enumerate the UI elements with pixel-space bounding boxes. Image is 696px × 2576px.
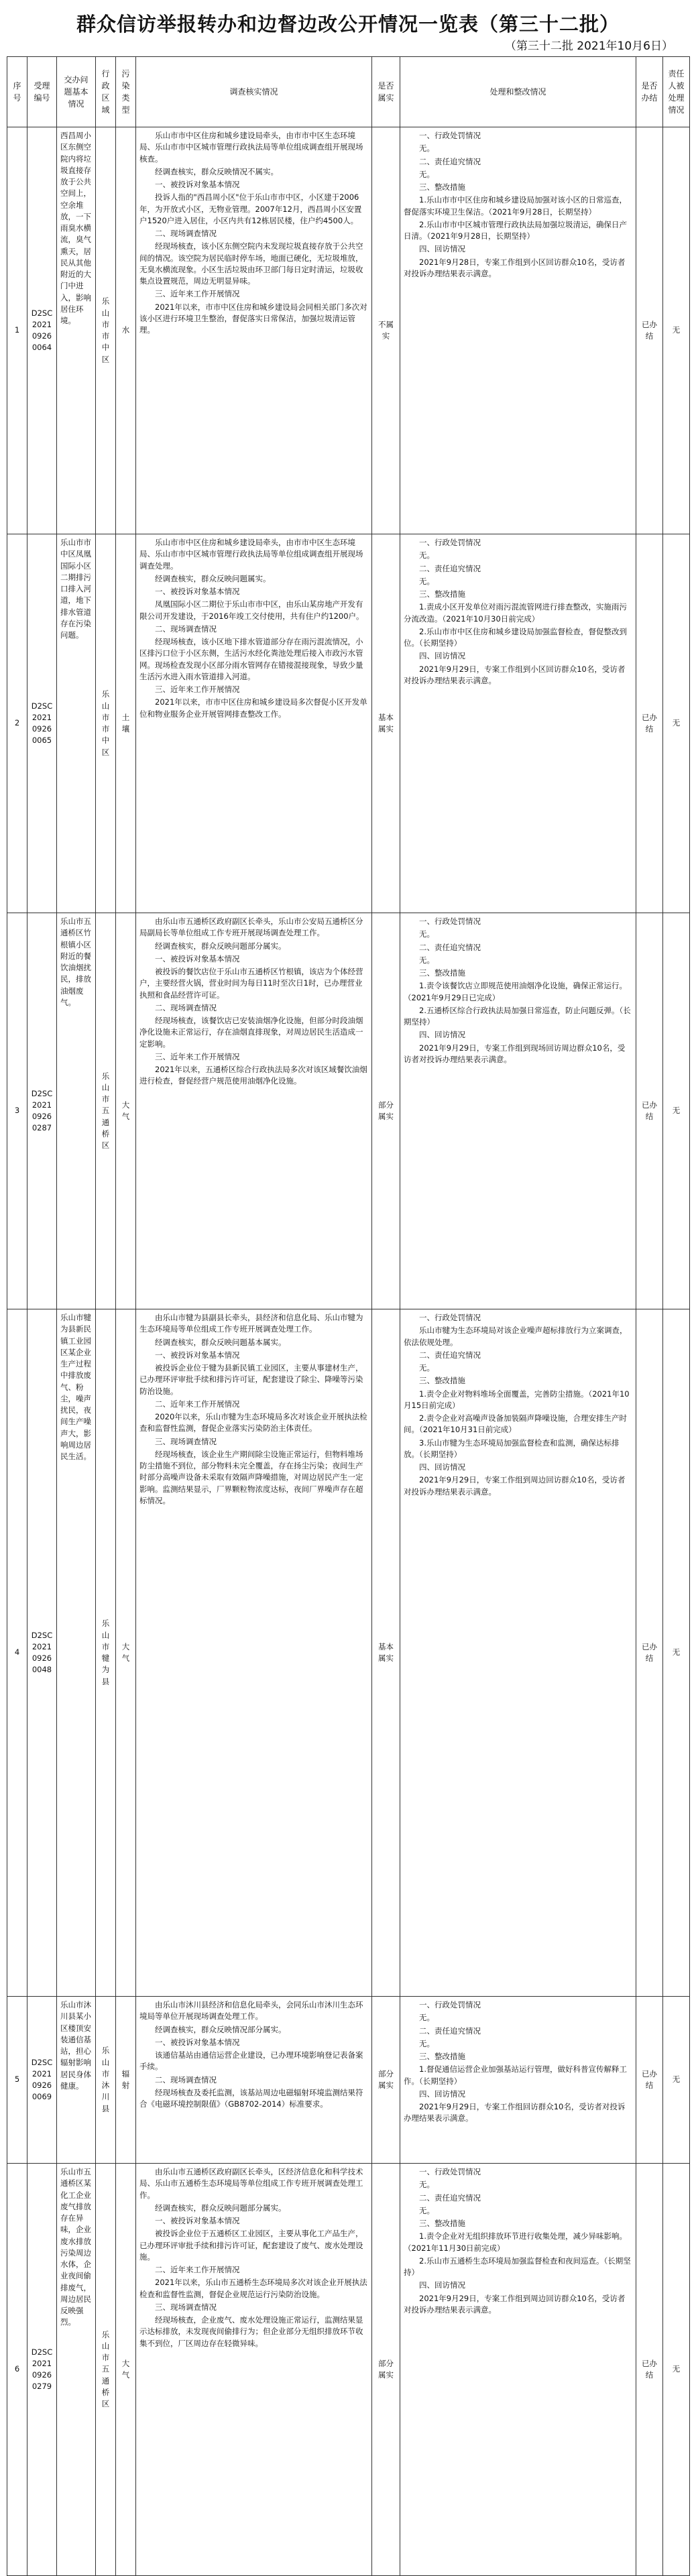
paragraph: 经现场核查，该企业生产期间除尘设施正常运行，但物料堆场防尘措施不到位，部分物料未完全覆盖，存在扬尘污染；夜间生产时部分高噪声设备未采取有效隔声降噪措施，对周边居民产生一定影响。监测结果显示，厂界颗粒物浓度达标，夜间厂界噪声存在超标情况。	[139, 1449, 363, 1505]
paragraph: 三、现场调查情况	[155, 2302, 217, 2312]
paragraph: 一、行政处罚情况	[419, 2000, 481, 2009]
paragraph: 无。	[419, 1363, 434, 1372]
row-number: 1	[7, 127, 27, 534]
paragraph: 2021年9月29日，专案工作组到小区回访群众10名，受访者对投诉办理结果表示满意。	[404, 664, 626, 685]
paragraph: 经调查核实，群众反映问题属实。	[155, 573, 271, 583]
case-id: D2SC202109260279	[27, 2164, 57, 2576]
pollution-type: 大气	[116, 1309, 136, 1997]
paragraph: 一、被投诉对象基本情况	[155, 180, 240, 189]
row-number: 6	[7, 2164, 27, 2576]
table-row	[7, 913, 690, 1309]
accountability: 无	[663, 1309, 690, 1997]
table-row	[7, 2164, 690, 2576]
paragraph: 二、责任追究情况	[419, 156, 481, 166]
paragraph: 2021年以来，乐山市五通桥生态环境局多次对该企业开展执法检查和监督性监测，督促企业规范运行污染防治设施。	[139, 2278, 367, 2299]
paragraph: 四、回访情况	[419, 1030, 465, 1040]
paragraph: 三、近年来工作开展情况	[155, 685, 240, 694]
paragraph: 2021年9月29日，专案工作组到现场回访周边群众10名，受访者对投诉办理结果表示满意。	[404, 1043, 626, 1064]
completion-status: 已办结	[636, 913, 663, 1309]
paragraph: 由乐山市犍为县副县长牵头，县经济和信息化局、乐山市犍为生态环境局等单位组成工作专班开展调查处理工作。	[139, 1313, 363, 1334]
paragraph: 2021年以来，市市中区住房和城乡建设局多次督促小区开发单位和物业服务企业开展管网排查整改工作。	[139, 697, 367, 719]
issue-description: 乐山市五通桥区某化工企业废气排放存在异味，企业废水排放污染周边水体，企业夜间偷排废气，周边居民反映强烈。	[57, 2164, 96, 2576]
paragraph: 二、现场调查情况	[155, 624, 217, 634]
paragraph: 1.责令企业对物料堆场全面覆盖，完善防尘措施。（2021年10月15日前完成）	[404, 1389, 630, 1410]
paragraph: 一、被投诉对象基本情况	[155, 953, 240, 963]
paragraph: 二、责任追究情况	[419, 942, 481, 952]
paragraph: 经现场核查，该餐饮店已安装油烟净化设施，但部分时段油烟净化设施未正常运行，存在油烟直排现象，对周边居民生活造成一定影响。	[139, 1016, 363, 1049]
header-cell: 处理和整改情况	[400, 57, 636, 127]
paragraph: 该通信基站由通信运营企业建设，已办理环境影响登记表备案手续。	[139, 2050, 363, 2072]
paragraph: 一、行政处罚情况	[419, 2167, 481, 2176]
paragraph: 经调查核实，群众反映情况不属实。	[155, 166, 278, 176]
paragraph: 无。	[419, 955, 434, 965]
paragraph: 2.乐山市市中区住房和城乡建设局加强监督检查，督促整改到位。（长期坚持）	[404, 626, 627, 648]
paragraph: 二、责任追究情况	[419, 2026, 481, 2036]
accountability: 无	[663, 127, 690, 534]
district: 乐山市市中区	[96, 127, 116, 534]
table-row	[7, 534, 690, 913]
paragraph: 被投诉企业位于犍为县新民镇工业园区，主要从事建材生产，已办理环评审批手续和排污许可证，配套建设了除尘、降噪等污染防治设施。	[139, 1363, 363, 1396]
paragraph: 2.乐山市五通桥生态环境局加强监督检查和夜间巡查。（长期坚持）	[404, 2256, 631, 2277]
district: 乐山市沐川县	[96, 1997, 116, 2164]
handling-details	[400, 2164, 636, 2576]
paragraph: 无。	[419, 550, 434, 561]
header-cell: 交办问题基本情况	[57, 57, 96, 127]
paragraph: 2021年以来，市市中区住房和城乡建设局会同相关部门多次对该小区进行环境卫生整治，督促落实日常保洁，加强垃圾清运管理。	[139, 302, 367, 335]
paragraph: 二、现场调查情况	[155, 1002, 217, 1012]
district: 乐山市市中区	[96, 534, 116, 913]
paragraph: 由乐山市五通桥区政府副区长牵头，乐山市公安局五通桥区分局副局长等单位组成工作专班开展现场调查处理工作。	[139, 917, 363, 938]
paragraph: 二、近年来工作开展情况	[155, 1399, 240, 1409]
verdict: 部分属实	[372, 913, 400, 1309]
paragraph: 无。	[419, 576, 434, 586]
page-subtitle: （第三十二批 2021年10月6日）	[504, 40, 673, 53]
paragraph: 无。	[419, 2013, 434, 2023]
paragraph: 无。	[419, 2038, 434, 2048]
header-cell: 污染类型	[116, 57, 136, 127]
paragraph: 凤凰国际小区二期位于乐山市市中区，由乐山某房地产开发有限公司开发建设，于2016年竣工交付使用，共有住户约1200户。	[139, 599, 364, 621]
paragraph: 1.乐山市市中区住房和城乡建设局加强对该小区的日常巡查，督促落实环境卫生保洁。（2021年9月28日，长期坚持）	[404, 195, 627, 217]
paragraph: 三、整改措施	[419, 589, 465, 599]
completion-status: 已办结	[636, 1309, 663, 1997]
paragraph: 2021年9月29日，专案工作组到周边回访群众10名，受访者对投诉办理结果表示满意。	[404, 2293, 626, 2315]
paragraph: 二、近年来工作开展情况	[155, 2265, 240, 2274]
paragraph: 一、行政处罚情况	[419, 1313, 481, 1322]
paragraph: 经现场核查，企业废气、废水处理设施正常运行，监测结果显示达标排放，未发现夜间偷排行为；但企业部分无组织排放环节收集不到位，厂区周边存在轻微异味。	[139, 2315, 363, 2348]
investigation-details	[136, 913, 372, 1309]
paragraph: 三、整改措施	[419, 968, 465, 978]
paragraph: 二、现场调查情况	[155, 2074, 217, 2085]
verdict: 部分属实	[372, 2164, 400, 2576]
header-cell: 调查核实情况	[136, 57, 372, 127]
handling-details	[400, 913, 636, 1309]
paragraph: 1.责成小区开发单位对雨污混流管网进行排查整改，实施雨污分流改造。（2021年10月30日前完成）	[404, 602, 627, 624]
paragraph: 2020年以来，乐山市犍为生态环境局多次对该企业开展执法检查和监督性监测，督促企业落实污染防治主体责任。	[139, 1412, 367, 1433]
accountability: 无	[663, 1997, 690, 2164]
investigation-details	[136, 2164, 372, 2576]
pollution-type: 辐射	[116, 1997, 136, 2164]
verdict: 部分属实	[372, 1997, 400, 2164]
pollution-type: 大气	[116, 2164, 136, 2576]
paragraph: 无。	[419, 929, 434, 939]
paragraph: 2021年以来，五通桥区综合行政执法局多次对该区域餐饮油烟进行检查，督促经营户规范使用油烟净化设施。	[139, 1065, 367, 1086]
paragraph: 三、近年来工作开展情况	[155, 1051, 240, 1061]
completion-status: 已办结	[636, 2164, 663, 2576]
paragraph: 3.乐山市犍为生态环境局加强监督检查和监测，确保达标排放。（长期坚持）	[404, 1438, 620, 1459]
paragraph: 经调查核实，群众反映问题部分属实。	[155, 941, 286, 951]
paragraph: 一、被投诉对象基本情况	[155, 587, 240, 596]
paragraph: 四、回访情况	[419, 2089, 465, 2099]
paragraph: 经现场核查，该小区地下排水管道部分存在雨污混流情况，小区排污口位于小区东侧，生活污水经化粪池处理后接入市政污水管网。现场检查发现小区部分雨水管网存在错接混接现象，导致少量生活污水进入雨水管道排入河道。	[139, 637, 363, 681]
paragraph: 经现场核查，该小区东侧空院内未发现垃圾直接存放于公共空间的情况。该空院为居民临时停车场，地面已硬化，无垃圾堆放，无臭水横流现象。小区生活垃圾由环卫部门每日定时清运，垃圾收集点设置规范，周边无明显异味。	[139, 241, 363, 286]
paragraph: 2.五通桥区综合行政执法局加强日常巡查，防止问题反弹。（长期坚持）	[404, 1005, 631, 1027]
paragraph: 无。	[419, 143, 434, 154]
paragraph: 1.督促通信运营企业加强基站运行管理，做好科普宣传解释工作。（长期坚持）	[404, 2064, 627, 2086]
header-cell: 责任人被处理情况	[663, 57, 690, 127]
case-id: D2SC202109260069	[27, 1997, 57, 2164]
page-title: 群众信访举报转办和边督边改公开情况一览表（第三十二批）	[76, 13, 620, 36]
handling-details	[400, 1309, 636, 1997]
accountability: 无	[663, 534, 690, 913]
row-number: 2	[7, 534, 27, 913]
paragraph: 2021年9月29日，专案工作组到周边回访群众10名，受访者对投诉办理结果表示满意。	[404, 1475, 626, 1497]
paragraph: 二、责任追究情况	[419, 2192, 481, 2203]
issue-description: 乐山市市中区凤凰国际小区二期排污口排入河道，地下排水管道存在污染问题。	[57, 534, 96, 913]
verdict: 基本属实	[372, 1309, 400, 1997]
paragraph: 被投诉企业位于五通桥区工业园区，主要从事化工产品生产，已办理环评审批手续和排污许可证，配套建设了废气、废水处理设施。	[139, 2229, 363, 2262]
paragraph: 乐山市市中区住房和城乡建设局牵头，由市市中区生态环境局、乐山市市中区城市管理行政执法局等单位组成调查组开展现场调查处理。	[139, 538, 363, 571]
paragraph: 乐山市市中区住房和城乡建设局牵头，由市市中区生态环境局、乐山市市中区城市管理行政执法局等单位组成调查组开展现场核查。	[139, 131, 363, 164]
paragraph: 一、行政处罚情况	[419, 538, 481, 547]
district: 乐山市犍为县	[96, 1309, 116, 1997]
paragraph: 三、近年来工作开展情况	[155, 289, 240, 299]
table-row	[7, 1997, 690, 2164]
pollution-type: 土壤	[116, 534, 136, 913]
paragraph: 1.责令该餐饮店立即规范使用油烟净化设施，确保正常运行。（2021年9月29日已完成）	[404, 981, 627, 1002]
paragraph: 投诉人指的"西昌周小区"位于乐山市市中区，小区建于2006年，为开放式小区，无物业管理。2007年12月，西昌周小区安置户1520户进入居住，小区内共有12栋居民楼，住户约4500人。	[139, 192, 362, 225]
paragraph: 三、整改措施	[419, 182, 465, 192]
paragraph: 由乐山市五通桥区政府副区长牵头，区经济信息化和科学技术局、乐山市五通桥生态环境局等单位组成工作专班开展调查处理工作。	[139, 2167, 363, 2200]
row-number: 4	[7, 1309, 27, 1997]
table-body	[7, 127, 690, 2576]
paragraph: 一、被投诉对象基本情况	[155, 2216, 240, 2225]
completion-status: 已办结	[636, 127, 663, 534]
pollution-type: 水	[116, 127, 136, 534]
accountability: 无	[663, 913, 690, 1309]
header-cell: 序号	[7, 57, 27, 127]
paragraph: 被投诉的餐饮店位于乐山市五通桥区竹根镇，该店为个体经营户，主要经营火锅，营业时间为每日11时至次日1时，已办理营业执照和食品经营许可证。	[139, 967, 363, 1000]
paragraph: 三、整改措施	[419, 2052, 465, 2061]
paragraph: 四、回访情况	[419, 651, 465, 661]
header-cell: 行政区域	[96, 57, 116, 127]
completion-status: 已办结	[636, 534, 663, 913]
paragraph: 无。	[419, 2205, 434, 2215]
row-number: 5	[7, 1997, 27, 2164]
district: 乐山市五通桥区	[96, 913, 116, 1309]
complaint-table	[7, 56, 690, 2576]
header-cell: 是否属实	[372, 57, 400, 127]
case-id: D2SC202109260048	[27, 1309, 57, 1997]
issue-description: 乐山市五通桥区竹根镇小区附近的餐饮油烟扰民，排放油烟废气。	[57, 913, 96, 1309]
handling-details	[400, 1997, 636, 2164]
paragraph: 四、回访情况	[419, 2280, 465, 2290]
row-number: 3	[7, 913, 27, 1309]
paragraph: 一、被投诉对象基本情况	[155, 1350, 240, 1360]
paragraph: 经调查核实，群众反映问题基本属实。	[155, 1337, 286, 1347]
paragraph: 2021年9月29日，专案工作组回访群众10名，受访者对投诉办理结果表示满意。	[404, 2102, 626, 2123]
paragraph: 2.乐山市市中区城市管理行政执法局加强垃圾清运，确保日产日清。（2021年9月28日，长期坚持）	[404, 219, 627, 241]
pollution-type: 大气	[116, 913, 136, 1309]
case-id: D2SC202109260064	[27, 127, 57, 534]
paragraph: 1.责令企业对无组织排放环节进行收集处理，减少异味影响。（2021年11月30日前完成）	[404, 2231, 627, 2253]
paragraph: 2.责令企业对高噪声设备加装隔声降噪设施，合理安排生产时间。（2021年10月31日前完成）	[404, 1413, 627, 1435]
paragraph: 三、整改措施	[419, 2219, 465, 2228]
paragraph: 四、回访情况	[419, 1462, 465, 1472]
investigation-details	[136, 1309, 372, 1997]
paragraph: 一、行政处罚情况	[419, 917, 481, 926]
case-id: D2SC202109260065	[27, 534, 57, 913]
paragraph: 2021年9月28日，专案工作组到小区回访群众10名，受访者对投诉办理结果表示满意。	[404, 257, 626, 278]
handling-details	[400, 534, 636, 913]
paragraph: 四、回访情况	[419, 244, 465, 254]
paragraph: 经现场核查及委托监测，该基站周边电磁辐射环境监测结果符合《电磁环境控制限值》（GB8702-2014）标准要求。	[139, 2087, 363, 2109]
investigation-details	[136, 127, 372, 534]
investigation-details	[136, 534, 372, 913]
case-id: D2SC202109260287	[27, 913, 57, 1309]
issue-description: 乐山市犍为县新民镇工业园区某企业生产过程中排放废气、粉尘，噪声扰民，夜间生产噪声大，影响周边居民生活。	[57, 1309, 96, 1997]
paragraph: 二、责任追究情况	[419, 1350, 481, 1360]
paragraph: 经调查核实，群众反映问题部分属实。	[155, 2203, 286, 2213]
completion-status: 已办结	[636, 1997, 663, 2164]
header-cell: 是否办结	[636, 57, 663, 127]
verdict: 基本属实	[372, 534, 400, 913]
district: 乐山市五通桥区	[96, 2164, 116, 2576]
issue-description: 西昌周小区东侧空院内将垃圾直接存放于公共空间上，空余堆放，一下雨臭水横流，臭气熏天，居民从其他附近的大门中进入，影响居住环境。	[57, 127, 96, 534]
table-header-row	[7, 57, 690, 127]
investigation-details	[136, 1997, 372, 2164]
paragraph: 乐山市犍为生态环境局对该企业噪声超标排放行为立案调查，依法依规处理。	[404, 1326, 628, 1347]
paragraph: 三、整改措施	[419, 1376, 465, 1386]
verdict: 不属实	[372, 127, 400, 534]
paragraph: 二、现场调查情况	[155, 229, 217, 238]
handling-details	[400, 127, 636, 534]
paragraph: 一、被投诉对象基本情况	[155, 2037, 240, 2047]
paragraph: 二、责任追究情况	[419, 563, 481, 573]
table-row	[7, 1309, 690, 1997]
table-row	[7, 127, 690, 534]
paragraph: 无。	[419, 169, 434, 179]
paragraph: 无。	[419, 2180, 434, 2190]
paragraph: 由乐山市沐川县经济和信息化局牵头，会同乐山市沐川生态环境局等单位开展现场调查处理工作。	[139, 2000, 363, 2022]
issue-description: 乐山市沐川县某小区楼顶安装通信基站，担心辐射影响居民身体健康。	[57, 1997, 96, 2164]
paragraph: 一、行政处罚情况	[419, 131, 481, 140]
paragraph: 经调查核实，群众反映情况部分属实。	[155, 2024, 286, 2034]
header-cell: 受理编号	[27, 57, 57, 127]
paragraph: 三、现场调查情况	[155, 1436, 217, 1446]
accountability: 无	[663, 2164, 690, 2576]
